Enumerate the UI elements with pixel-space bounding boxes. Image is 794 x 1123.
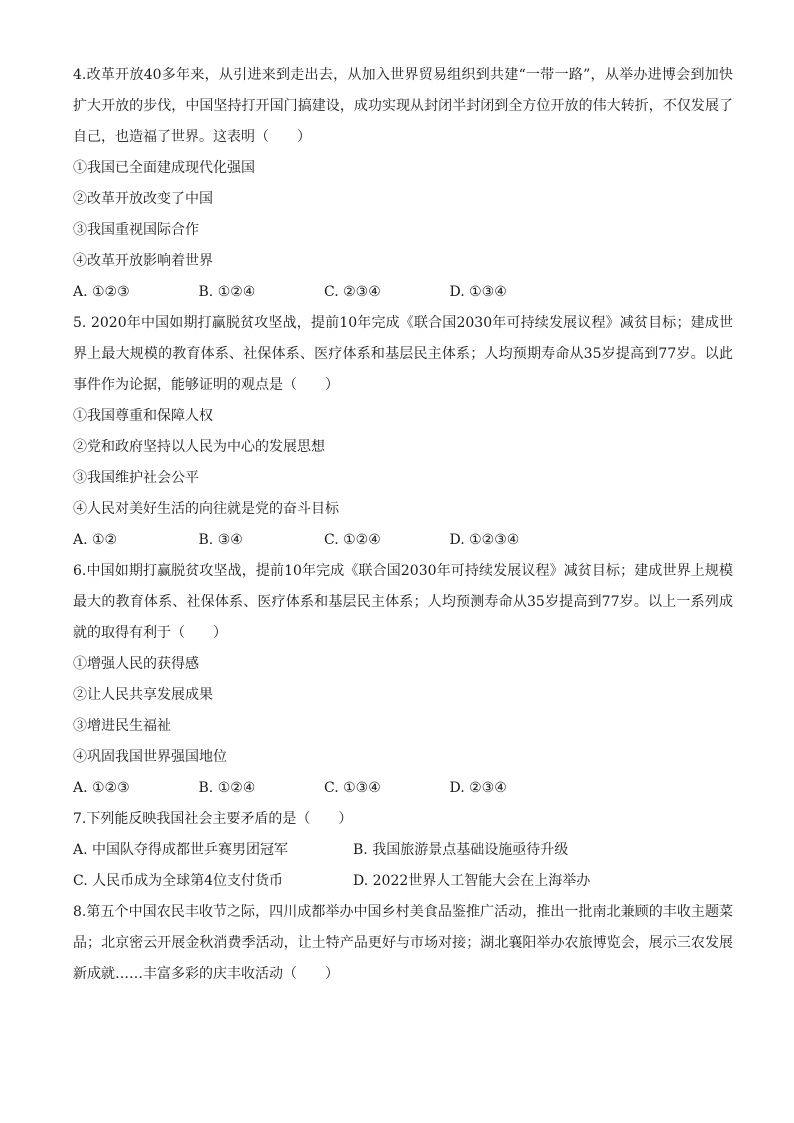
statement: ④巩固我国世界强国地位 — [73, 749, 227, 765]
statement: ①我国尊重和保障人权 — [73, 408, 213, 424]
question-stem: 5. 2020年中国如期打赢脱贫攻坚战，提前10年完成《联合国2030年可持续发展议程》减贫目标；建成世界上最大规模的教育体系、社保体系、医疗体系和基层民主体系；人均预期寿命从35岁提高到77岁。以此事件作为论据，能够证明的观点是（ ） — [73, 315, 733, 393]
question-4 — [73, 60, 733, 308]
statement: ③增进民生福祉 — [73, 718, 171, 734]
question-6 — [73, 556, 733, 804]
question-stem: 8.第五个中国农民丰收节之际，四川成都举办中国乡村美食品鉴推广活动，推出一批南北兼顾的丰收主题菜品；北京密云开展金秋消费季活动，让土特产品更好与市场对接；湖北襄阳举办农旅博览会，展示三农发展新成就……丰富多彩的庆丰收活动（ ） — [73, 904, 733, 982]
option-b: B. ③④ — [198, 532, 243, 548]
question-stem: 6.中国如期打赢脱贫攻坚战，提前10年完成《联合国2030年可持续发展议程》减贫目标；建成世界上规模最大的教育体系、社保体系、医疗体系和基层民主体系；人均预测寿命从35岁提高到77岁。以上一系列成就的取得有利于（ ） — [73, 563, 733, 641]
question-stem: 7.下列能反映我国社会主要矛盾的是（ ） — [73, 811, 353, 827]
option-a: A. ①② — [73, 532, 118, 548]
statement: ②改革开放改变了中国 — [73, 191, 213, 207]
question-stem: 4.改革开放40多年来，从引进来到走出去，从加入世界贸易组织到共建“一带一路”，从举办进博会到加快扩大开放的步伐，中国坚持打开国门搞建设，成功实现从封闭半封闭到全方位开放的伟大转折，不仅发展了自己，也造福了世界。这表明（ ） — [73, 67, 733, 145]
answer-options — [73, 773, 733, 804]
question-7 — [73, 804, 733, 897]
option-c: C. ②③④ — [324, 284, 381, 300]
statement: ③我国重视国际合作 — [73, 222, 199, 238]
option-a: A. ①②③ — [73, 284, 130, 300]
option-a: A. ①②③ — [73, 780, 130, 796]
option-c: C. ①③④ — [324, 780, 381, 796]
question-8 — [73, 897, 733, 990]
statement: ③我国维护社会公平 — [73, 470, 199, 486]
question-5 — [73, 308, 733, 556]
option-d: D. ②③④ — [449, 780, 507, 796]
statement: ②党和政府坚持以人民为中心的发展思想 — [73, 439, 325, 455]
option-b: B. ①②④ — [198, 780, 256, 796]
option-b: B. 我国旅游景点基础设施亟待升级 — [353, 842, 569, 858]
statement: ④改革开放影响着世界 — [73, 253, 213, 269]
statement: ②让人民共享发展成果 — [73, 687, 213, 703]
option-c: C. ①②④ — [324, 532, 381, 548]
option-a: A. 中国队夺得成都世乒赛男团冠军 — [73, 842, 289, 858]
statement: ④人民对美好生活的向往就是党的奋斗目标 — [73, 501, 339, 517]
question-list — [73, 60, 733, 990]
option-b: B. ①②④ — [198, 284, 256, 300]
statement: ①增强人民的获得感 — [73, 656, 199, 672]
answer-options-row-2 — [73, 866, 733, 897]
option-d: D. 2022世界人工智能大会在上海举办 — [353, 873, 591, 889]
answer-options-row-1 — [73, 835, 733, 866]
option-d: D. ①②③④ — [449, 532, 520, 548]
option-d: D. ①③④ — [449, 284, 507, 300]
answer-options — [73, 525, 733, 556]
statement: ①我国已全面建成现代化强国 — [73, 160, 255, 176]
answer-options — [73, 277, 733, 308]
option-c: C. 人民币成为全球第4位支付货币 — [73, 873, 284, 889]
